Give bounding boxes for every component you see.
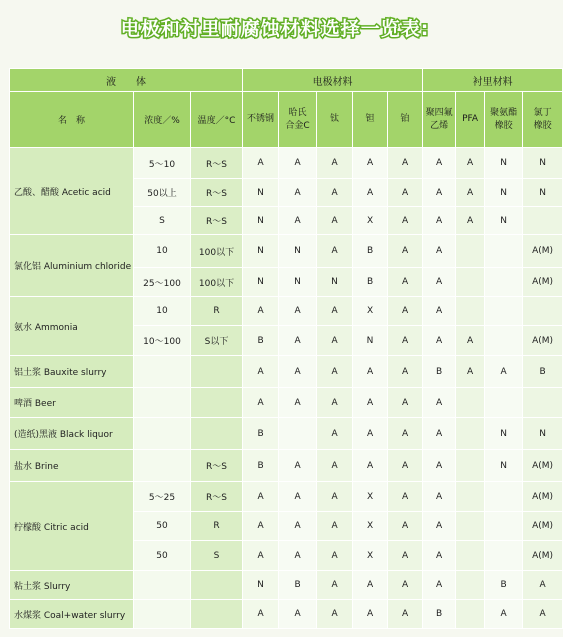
rating-cell: X xyxy=(353,207,388,235)
header-material: PFA xyxy=(456,92,485,148)
rating-cell: X xyxy=(353,482,388,512)
rating-cell: A xyxy=(388,179,423,207)
header-material: 氯丁橡胶 xyxy=(523,92,563,148)
rating-cell: N xyxy=(279,268,317,297)
liquid-name: 铝土浆 Bauxite slurry xyxy=(10,356,134,388)
header-material: 哈氏合金C xyxy=(279,92,317,148)
concentration-cell: 10～100 xyxy=(134,326,191,356)
rating-cell: A xyxy=(456,148,485,179)
rating-cell xyxy=(523,388,563,418)
liquid-name: 柠檬酸 Citric acid xyxy=(10,482,134,571)
temperature-cell: R～S xyxy=(191,179,243,207)
rating-cell: A xyxy=(279,541,317,571)
rating-cell: A xyxy=(317,297,353,326)
rating-cell: B xyxy=(243,418,279,450)
rating-cell xyxy=(279,418,317,450)
rating-cell: A xyxy=(317,512,353,541)
rating-cell: B xyxy=(243,450,279,482)
rating-cell xyxy=(456,571,485,600)
rating-cell xyxy=(456,541,485,571)
table-row xyxy=(10,482,563,512)
rating-cell: A xyxy=(388,388,423,418)
table-row xyxy=(10,297,563,326)
rating-cell: A xyxy=(317,450,353,482)
liquid-name: 乙酸、醋酸 Acetic acid xyxy=(10,148,134,235)
temperature-cell: S xyxy=(191,541,243,571)
header-electrode: 电极材料 xyxy=(243,69,423,92)
rating-cell: B xyxy=(279,571,317,600)
header-material: 铂 xyxy=(388,92,423,148)
rating-cell: A xyxy=(317,418,353,450)
rating-cell: N xyxy=(279,235,317,268)
rating-cell: N xyxy=(485,418,523,450)
concentration-cell: 25～100 xyxy=(134,268,191,297)
rating-cell: A xyxy=(317,148,353,179)
rating-cell xyxy=(456,268,485,297)
temperature-cell: 100以下 xyxy=(191,235,243,268)
rating-cell: A xyxy=(456,326,485,356)
rating-cell: N xyxy=(485,207,523,235)
rating-cell: B xyxy=(485,571,523,600)
temperature-cell: R～S xyxy=(191,148,243,179)
rating-cell: A xyxy=(279,297,317,326)
rating-cell xyxy=(456,482,485,512)
rating-cell: A xyxy=(317,356,353,388)
rating-cell: A xyxy=(317,179,353,207)
rating-cell: A xyxy=(353,388,388,418)
temperature-cell xyxy=(191,600,243,629)
rating-cell: A xyxy=(388,600,423,629)
rating-cell: A xyxy=(279,148,317,179)
header-liquid: 液 体 xyxy=(10,69,243,92)
rating-cell: N xyxy=(523,148,563,179)
rating-cell xyxy=(485,482,523,512)
rating-cell: X xyxy=(353,541,388,571)
rating-cell: B xyxy=(423,356,456,388)
temperature-cell: R～S xyxy=(191,450,243,482)
rating-cell: A xyxy=(423,418,456,450)
rating-cell: A xyxy=(279,450,317,482)
rating-cell xyxy=(456,297,485,326)
header-material: 聚四氟乙烯 xyxy=(423,92,456,148)
rating-cell: A xyxy=(456,356,485,388)
header-temperature: 温度／°C xyxy=(191,92,243,148)
rating-cell: A xyxy=(423,571,456,600)
table-row xyxy=(10,388,563,418)
header-lining: 衬里材料 xyxy=(423,69,563,92)
rating-cell: A xyxy=(423,541,456,571)
rating-cell: A xyxy=(423,179,456,207)
rating-cell: A xyxy=(243,541,279,571)
rating-cell: A xyxy=(523,571,563,600)
rating-cell: A xyxy=(423,388,456,418)
rating-cell: N xyxy=(243,179,279,207)
rating-cell: A xyxy=(353,179,388,207)
rating-cell: A xyxy=(423,512,456,541)
header-concentration: 浓度／% xyxy=(134,92,191,148)
concentration-cell xyxy=(134,600,191,629)
rating-cell: B xyxy=(353,268,388,297)
liquid-name: 氨水 Ammonia xyxy=(10,297,134,356)
rating-cell: B xyxy=(523,356,563,388)
table-row xyxy=(10,418,563,450)
rating-cell: A(M) xyxy=(523,512,563,541)
table-row xyxy=(10,450,563,482)
rating-cell: A xyxy=(388,148,423,179)
rating-cell: A(M) xyxy=(523,326,563,356)
rating-cell: A xyxy=(279,600,317,629)
corrosion-table xyxy=(9,68,563,629)
rating-cell: A(M) xyxy=(523,450,563,482)
concentration-cell: 50 xyxy=(134,512,191,541)
liquid-name: (造纸)黑液 Black liquor xyxy=(10,418,134,450)
concentration-cell: 50 xyxy=(134,541,191,571)
rating-cell xyxy=(485,268,523,297)
rating-cell: A xyxy=(388,482,423,512)
rating-cell: A xyxy=(353,356,388,388)
rating-cell: A xyxy=(279,326,317,356)
table-body xyxy=(10,148,563,629)
rating-cell: N xyxy=(485,450,523,482)
header-material: 不锈钢 xyxy=(243,92,279,148)
rating-cell: A xyxy=(279,356,317,388)
table-row xyxy=(10,571,563,600)
concentration-cell xyxy=(134,388,191,418)
rating-cell: A(M) xyxy=(523,541,563,571)
rating-cell: A xyxy=(456,207,485,235)
rating-cell: A xyxy=(388,235,423,268)
rating-cell xyxy=(485,512,523,541)
rating-cell: A xyxy=(423,450,456,482)
table-row xyxy=(10,356,563,388)
rating-cell: X xyxy=(353,512,388,541)
rating-cell xyxy=(485,541,523,571)
rating-cell: A xyxy=(423,148,456,179)
table-row xyxy=(10,235,563,268)
liquid-name: 粘土浆 Slurry xyxy=(10,571,134,600)
rating-cell: A xyxy=(317,326,353,356)
rating-cell: A xyxy=(388,356,423,388)
rating-cell: A xyxy=(388,207,423,235)
rating-cell: A(M) xyxy=(523,482,563,512)
rating-cell: N xyxy=(243,268,279,297)
rating-cell: A xyxy=(353,450,388,482)
rating-cell xyxy=(456,512,485,541)
rating-cell: A xyxy=(388,512,423,541)
rating-cell: A xyxy=(243,512,279,541)
rating-cell: A xyxy=(279,512,317,541)
rating-cell: B xyxy=(243,326,279,356)
rating-cell: B xyxy=(353,235,388,268)
rating-cell xyxy=(456,235,485,268)
rating-cell: N xyxy=(523,179,563,207)
rating-cell: N xyxy=(317,268,353,297)
rating-cell: N xyxy=(243,571,279,600)
temperature-cell: R～S xyxy=(191,207,243,235)
table-row xyxy=(10,600,563,629)
rating-cell: A xyxy=(388,450,423,482)
rating-cell: A(M) xyxy=(523,268,563,297)
header-material: 钛 xyxy=(317,92,353,148)
rating-cell xyxy=(485,297,523,326)
rating-cell: A xyxy=(279,179,317,207)
rating-cell: A xyxy=(317,235,353,268)
concentration-cell: 5～10 xyxy=(134,148,191,179)
rating-cell xyxy=(456,450,485,482)
rating-cell: A xyxy=(353,600,388,629)
rating-cell: N xyxy=(353,326,388,356)
temperature-cell xyxy=(191,356,243,388)
rating-cell: A xyxy=(388,297,423,326)
temperature-cell xyxy=(191,388,243,418)
header-material: 聚氨酯橡胶 xyxy=(485,92,523,148)
rating-cell xyxy=(485,235,523,268)
rating-cell: A xyxy=(243,388,279,418)
rating-cell: A xyxy=(523,600,563,629)
rating-cell: A xyxy=(243,356,279,388)
concentration-cell xyxy=(134,418,191,450)
rating-cell: N xyxy=(243,235,279,268)
concentration-cell: 50以上 xyxy=(134,179,191,207)
rating-cell: A xyxy=(423,207,456,235)
rating-cell: A xyxy=(317,541,353,571)
rating-cell: X xyxy=(353,297,388,326)
concentration-cell: S xyxy=(134,207,191,235)
page-title: 电极和衬里耐腐蚀材料选择一览表: xyxy=(120,18,430,40)
rating-cell: A xyxy=(388,571,423,600)
liquid-name: 盐水 Brine xyxy=(10,450,134,482)
rating-cell: A xyxy=(485,356,523,388)
rating-cell: A xyxy=(456,179,485,207)
rating-cell: N xyxy=(485,148,523,179)
rating-cell: A xyxy=(388,541,423,571)
rating-cell: A xyxy=(388,268,423,297)
temperature-cell xyxy=(191,418,243,450)
rating-cell: N xyxy=(485,179,523,207)
rating-cell: A xyxy=(423,326,456,356)
rating-cell: A xyxy=(423,235,456,268)
concentration-cell xyxy=(134,450,191,482)
rating-cell: A xyxy=(317,207,353,235)
rating-cell xyxy=(456,388,485,418)
rating-cell: N xyxy=(523,418,563,450)
concentration-cell xyxy=(134,571,191,600)
liquid-name: 水煤浆 Coal+water slurry xyxy=(10,600,134,629)
rating-cell: A xyxy=(423,297,456,326)
rating-cell: A xyxy=(279,388,317,418)
header-name: 名 称 xyxy=(10,92,134,148)
rating-cell: A xyxy=(243,482,279,512)
rating-cell: A xyxy=(243,600,279,629)
rating-cell: A xyxy=(279,207,317,235)
rating-cell: A xyxy=(317,482,353,512)
temperature-cell: R xyxy=(191,512,243,541)
rating-cell: N xyxy=(243,207,279,235)
rating-cell: A xyxy=(388,326,423,356)
rating-cell xyxy=(485,388,523,418)
temperature-cell: R～S xyxy=(191,482,243,512)
rating-cell: A xyxy=(317,388,353,418)
rating-cell: A(M) xyxy=(523,235,563,268)
rating-cell xyxy=(456,600,485,629)
concentration-cell xyxy=(134,356,191,388)
rating-cell: A xyxy=(388,418,423,450)
concentration-cell: 10 xyxy=(134,297,191,326)
rating-cell: A xyxy=(485,600,523,629)
temperature-cell: R xyxy=(191,297,243,326)
rating-cell xyxy=(485,326,523,356)
rating-cell: A xyxy=(423,268,456,297)
concentration-cell: 10 xyxy=(134,235,191,268)
rating-cell: A xyxy=(243,297,279,326)
liquid-name: 氯化铝 Aluminium chloride xyxy=(10,235,134,297)
table-row xyxy=(10,148,563,179)
rating-cell: A xyxy=(423,482,456,512)
rating-cell: A xyxy=(353,571,388,600)
rating-cell: A xyxy=(353,418,388,450)
rating-cell: A xyxy=(317,600,353,629)
liquid-name: 啤酒 Beer xyxy=(10,388,134,418)
rating-cell xyxy=(523,297,563,326)
rating-cell: A xyxy=(317,571,353,600)
rating-cell: A xyxy=(279,482,317,512)
concentration-cell: 5～25 xyxy=(134,482,191,512)
rating-cell xyxy=(456,418,485,450)
rating-cell xyxy=(523,207,563,235)
temperature-cell xyxy=(191,571,243,600)
rating-cell: A xyxy=(243,148,279,179)
rating-cell: B xyxy=(423,600,456,629)
temperature-cell: S以下 xyxy=(191,326,243,356)
temperature-cell: 100以下 xyxy=(191,268,243,297)
header-material: 钽 xyxy=(353,92,388,148)
rating-cell: A xyxy=(353,148,388,179)
